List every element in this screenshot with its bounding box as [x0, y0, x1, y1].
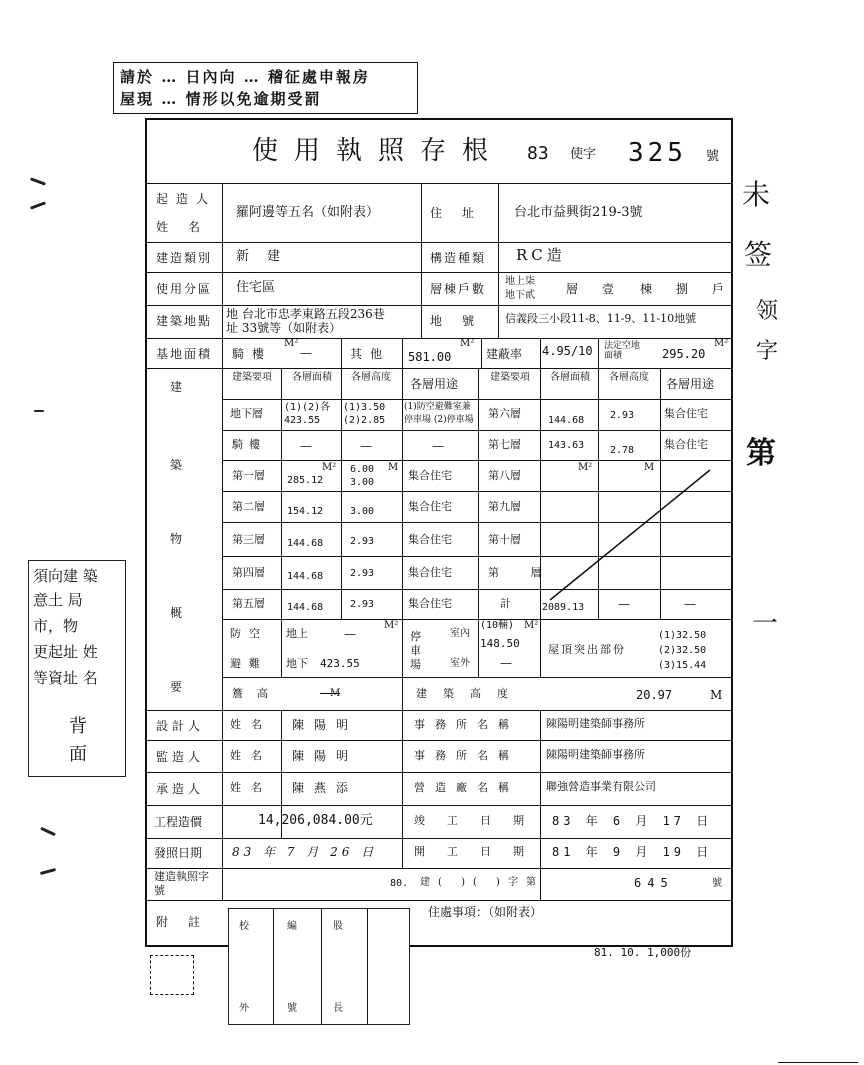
coverage-value: 4.95/10	[542, 344, 593, 358]
issue-date-value: 83 年 7 月 26 日	[232, 845, 378, 859]
right-row-use: —	[684, 597, 696, 611]
coverage-label: 建蔽率	[486, 347, 523, 361]
zoning-label: 使用分區	[156, 282, 213, 296]
site-value-line1: 地 台北市忠孝東路五段236巷	[226, 307, 385, 321]
contractor-office: 聯強營造事業有限公司	[546, 780, 656, 793]
supervisor-name: 陳陽明	[292, 749, 359, 763]
right-row-height: 2.93	[610, 410, 635, 421]
right-row-name: 第 層	[488, 566, 556, 579]
right-row-name: 計	[500, 597, 511, 610]
header-right-item: 建築要項	[490, 372, 530, 383]
empty-rows-strike	[540, 460, 720, 610]
left-row-height: 3.00	[350, 506, 375, 517]
left-row-name: 騎樓	[232, 438, 266, 451]
section-char-4: 概	[170, 606, 183, 620]
arcade-label: 騎樓	[232, 347, 273, 361]
cost-value: 14,206,084.00元	[258, 813, 373, 828]
stamp-char: 長	[333, 1003, 343, 1014]
civil-defense-below-value: 423.55	[320, 657, 360, 670]
left-row-name: 第四層	[232, 566, 265, 579]
designer-name: 陳陽明	[292, 718, 359, 732]
supervisor-label: 監造人	[156, 750, 205, 764]
left-row-area: 154.12	[287, 506, 324, 517]
floors-above: 地上柒	[505, 276, 535, 287]
left-row-use: 集合住宅	[408, 597, 452, 610]
left-stamp-line: 更起址 姓	[33, 643, 98, 661]
parking-indoor-label: 室內	[450, 628, 470, 639]
bottom-rule	[778, 1062, 858, 1063]
other-label: 其他	[350, 347, 391, 361]
section-char-3: 物	[170, 532, 183, 546]
eave-value: —M	[320, 688, 341, 699]
floors-below: 地下貳	[505, 290, 535, 301]
building-category-value: 新建	[236, 249, 299, 264]
civil-defense-above: 地上	[286, 627, 308, 640]
right-row-area: 2089.13	[542, 602, 585, 613]
right-row-name: 第六層	[488, 407, 521, 420]
contractor-name-label: 姓名	[230, 781, 272, 794]
start-date-value: 81 年 9 月 19 日	[552, 845, 713, 859]
parking-outdoor-value: —	[500, 656, 512, 670]
builder-address-label: 住址	[430, 206, 495, 220]
roof-value-3: (3)15.44	[658, 660, 707, 671]
left-row-name: 第二層	[232, 500, 265, 513]
left-row-height: 6.00 3.00	[350, 464, 375, 488]
building-category-label: 建造類別	[156, 251, 213, 265]
permit-number: 325	[628, 138, 687, 168]
legal-open-label: 法定空地面積	[604, 341, 641, 361]
designer-office-label: 事務所名稱	[414, 718, 519, 731]
right-row-name: 第九層	[488, 500, 521, 513]
designer-name-label: 姓名	[230, 718, 272, 731]
roof-label: 屋頂突出部份	[548, 643, 626, 656]
other-value: 581.00	[408, 350, 452, 364]
unit-height-mark: M	[388, 462, 399, 473]
issue-date-label: 發照日期	[154, 846, 203, 860]
zoning-value: 住宅區	[236, 280, 276, 295]
inspection-stamp-box	[228, 908, 410, 1025]
left-row-area: 285.12	[287, 475, 324, 486]
right-row-name: 第七層	[488, 438, 521, 451]
section-char-5: 要	[170, 680, 183, 694]
right-mark: 签	[744, 238, 773, 271]
legal-open-unit: M²	[714, 338, 729, 349]
start-date-label: 開工日期	[414, 845, 546, 858]
header-left-use: 各層用途	[410, 377, 459, 391]
permit-no-suffix: 號	[712, 878, 722, 889]
permit-no-label: 建造執照字號	[154, 870, 209, 897]
permit-suffix: 號	[706, 149, 720, 164]
right-mark: 未	[742, 178, 771, 211]
top-notice-line1: 請於 … 日內向 … 稽征處申報房	[120, 68, 370, 86]
arcade-value: —	[300, 346, 312, 360]
floors-count: 捌	[676, 282, 689, 296]
site-value-line2: 址 33號等（如附表）	[226, 321, 342, 335]
left-row-use: 集合住宅	[408, 566, 452, 579]
form-title: 使用執照存根	[252, 136, 505, 166]
left-row-use: 集合住宅	[408, 533, 452, 546]
legal-open-value: 295.20	[662, 347, 706, 361]
right-row-use: 集合住宅	[664, 438, 708, 451]
builder-label-b: 姓名	[156, 220, 221, 234]
left-stamp-line: 面	[69, 744, 87, 765]
completion-value: 83 年 6 月 17 日	[552, 814, 713, 828]
left-row-name: 第五層	[232, 597, 265, 610]
left-row-height: 2.93	[350, 568, 375, 579]
left-row-area: 144.68	[287, 571, 324, 582]
supervisor-name-label: 姓名	[230, 749, 272, 762]
right-row-height: 2.78	[610, 445, 635, 456]
floors-one: 壹	[602, 282, 615, 296]
header-left-height: 各層高度	[351, 372, 391, 383]
site-area-label: 基地面積	[156, 347, 213, 361]
structure-type-label: 構造種類	[430, 251, 487, 265]
notes-value: 住處事項：（如附表）	[428, 905, 543, 919]
left-row-use: —	[432, 439, 444, 453]
stamp-char: 股	[333, 921, 343, 932]
right-mark: 字	[756, 339, 779, 364]
arcade-unit: M²	[284, 338, 299, 349]
contractor-label: 承造人	[156, 782, 205, 796]
left-row-name: 第一層	[232, 469, 265, 482]
permit-no-year: 80.	[390, 878, 409, 889]
builder-name: 羅阿邊等五名（如附表）	[236, 205, 380, 220]
supervisor-office-label: 事務所名稱	[414, 749, 519, 762]
left-stamp-line: 背	[69, 716, 87, 737]
left-stamp-line: 市，物	[33, 617, 79, 635]
designer-office: 陳陽明建築師事務所	[546, 717, 645, 730]
civil-defense-unit: M²	[384, 620, 399, 631]
parking-indoor-count: (10輛)	[480, 620, 515, 631]
left-row-name: 地下層	[230, 407, 263, 420]
left-row-height: 2.93	[350, 599, 375, 610]
right-row-height: —	[618, 597, 630, 611]
floors-building: 棟	[640, 282, 653, 296]
left-row-height: 2.93	[350, 536, 375, 547]
left-stamp-line: 意土 局	[33, 591, 83, 609]
building-height-value: 20.97	[636, 688, 673, 702]
civil-defense-below: 地下	[286, 657, 308, 670]
roof-value-1: (1)32.50	[658, 630, 707, 641]
builder-label-a: 起造人	[156, 192, 217, 206]
right-row-name: 第八層	[488, 469, 521, 482]
left-row-area: (1)(2)各 423.55	[284, 402, 331, 426]
permit-year: 83	[527, 143, 549, 164]
unit-height-mark: M	[644, 462, 655, 473]
left-row-use: 集合住宅	[408, 469, 452, 482]
section-char-2: 築	[170, 458, 183, 472]
right-row-use: 集合住宅	[664, 407, 708, 420]
left-row-area: 144.68	[287, 602, 324, 613]
permit-no-text: 建( )( )字第	[420, 877, 544, 888]
right-mark: 领	[756, 299, 779, 324]
unit-area-mark: M²	[578, 462, 593, 473]
parking-indoor-value: 148.50	[480, 637, 520, 650]
building-height-label: 建築高度	[416, 687, 524, 700]
cost-label: 工程造價	[154, 815, 203, 829]
other-unit: M²	[460, 338, 475, 349]
header-left-item: 建築要項	[232, 372, 272, 383]
top-notice	[113, 62, 418, 114]
left-row-height: —	[360, 439, 372, 453]
civil-defense-label-a: 防空	[230, 627, 268, 640]
stamp-char: 編	[287, 921, 297, 932]
left-stamp-line: 須向建 築	[33, 567, 98, 585]
unit-area-mark: M²	[322, 462, 337, 473]
building-height-unit: M	[710, 688, 723, 702]
supervisor-office: 陳陽明建築師事務所	[546, 748, 645, 761]
top-notice-line2: 屋現 … 情形以免逾期受罰	[120, 90, 322, 108]
left-side-stamp	[28, 560, 126, 777]
floors-household: 戶	[712, 282, 725, 296]
right-row-area: 144.68	[548, 415, 585, 426]
right-row-area: 143.63	[548, 440, 585, 451]
left-row-area: —	[300, 439, 312, 453]
site-lot-value: 信義段三小段11-8、11-9、11-10地號	[505, 312, 697, 325]
left-row-name: 第三層	[232, 533, 265, 546]
stamp-char: 校	[239, 921, 249, 932]
left-stamp-line: 等資址 名	[33, 669, 98, 687]
floors-units-label: 層棟戶數	[430, 282, 487, 296]
header-right-use: 各層用途	[666, 377, 715, 391]
stamp-char: 外	[239, 1003, 249, 1014]
builder-address-value: 台北市益興街219-3號	[514, 205, 643, 220]
contractor-name: 陳燕添	[292, 781, 359, 795]
right-mark: 第	[746, 436, 776, 471]
section-char-1: 建	[170, 380, 183, 394]
left-row-height: (1)3.50 (2)2.85	[343, 402, 386, 426]
right-row-name: 第十層	[488, 533, 521, 546]
eave-label: 簷高	[232, 687, 282, 700]
parking-outdoor-label: 室外	[450, 658, 470, 669]
contractor-office-label: 營造廠名稱	[414, 781, 519, 794]
roof-value-2: (2)32.50	[658, 645, 707, 656]
permit-no-number: 645	[634, 876, 674, 890]
header-right-area: 各層面積	[550, 372, 590, 383]
site-lot-label: 地號	[430, 314, 495, 328]
print-info: 81. 10. 1,000份	[594, 946, 692, 959]
left-row-use: 集合住宅	[408, 500, 452, 513]
left-row-area: 144.68	[287, 538, 324, 549]
completion-label: 竣工日期	[414, 814, 546, 827]
header-right-height: 各層高度	[609, 372, 649, 383]
civil-defense-above-value: —	[344, 627, 356, 641]
left-row-use: (1)防空避難室兼停車場 (2)停車場	[404, 402, 474, 425]
designer-label: 設計人	[156, 719, 205, 733]
right-mark: 一	[752, 609, 779, 639]
header-left-area: 各層面積	[292, 372, 332, 383]
floors-layer: 層	[566, 282, 579, 296]
structure-type-value: RC造	[516, 246, 566, 264]
site-label: 建築地點	[156, 314, 213, 328]
civil-defense-label-b: 避難	[230, 657, 268, 670]
small-corner-box	[150, 955, 194, 995]
parking-label: 停車場	[410, 630, 421, 671]
right-handwritten-marks	[738, 180, 798, 860]
permit-word: 使字	[570, 147, 597, 162]
notes-label: 附註	[156, 915, 221, 929]
stamp-char: 號	[287, 1003, 297, 1014]
parking-unit: M²	[524, 620, 539, 631]
